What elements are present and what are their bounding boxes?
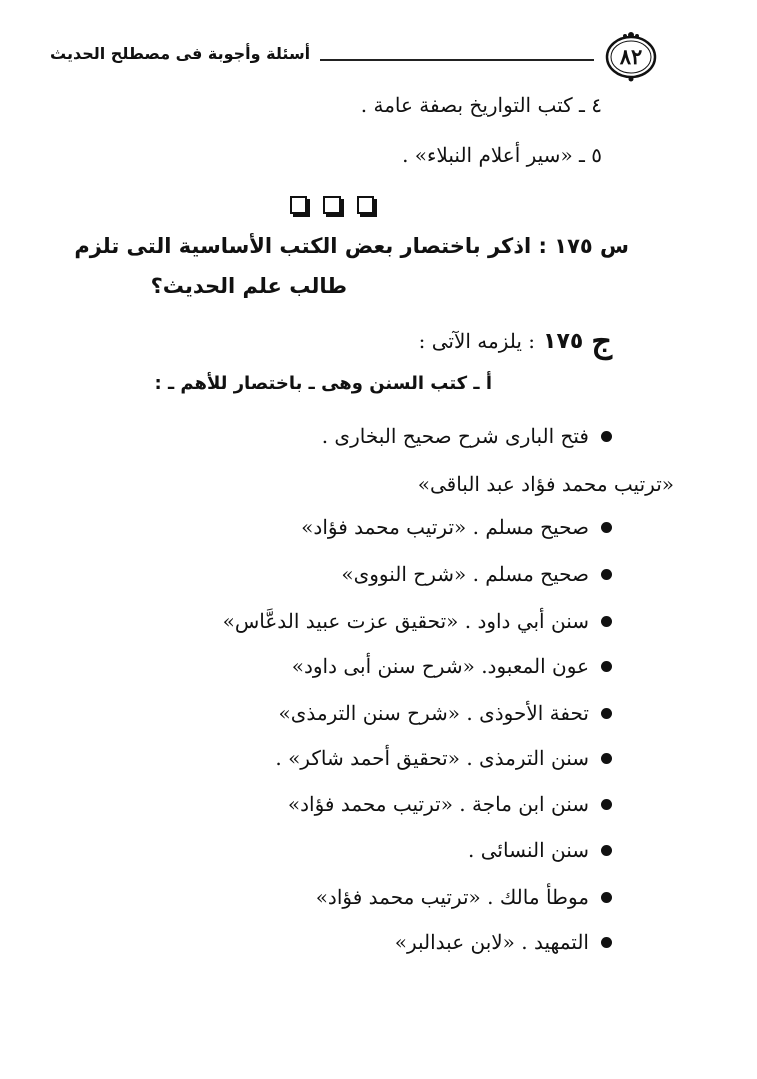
list-item xyxy=(322,424,612,448)
book-title: تحفة الأحوذى . «شرح سنن الترمذى» xyxy=(278,701,589,725)
list-item xyxy=(301,515,612,539)
square-ornament-icon xyxy=(290,196,307,214)
page-number-badge xyxy=(602,30,660,82)
list-item xyxy=(223,609,612,633)
question-line-2: طالب علم الحديث؟ xyxy=(150,274,347,298)
list-item xyxy=(275,746,612,770)
page-header xyxy=(50,30,660,90)
book-title: صحيح مسلم . «ترتيب محمد فؤاد» xyxy=(301,515,589,539)
section-heading: أ ـ كتب السنن وهى ـ باختصار للأهم ـ : xyxy=(154,373,492,394)
bullet-icon xyxy=(601,569,612,580)
list-item xyxy=(468,838,612,862)
answer-mark: ج xyxy=(591,322,612,360)
header-rule xyxy=(320,59,594,61)
square-ornament-icon xyxy=(357,196,374,214)
bullet-icon xyxy=(601,937,612,948)
list-item: ٤ ـ كتب التواريخ بصفة عامة . xyxy=(360,93,602,117)
list-item xyxy=(341,562,612,586)
page-number: ٨٢ xyxy=(619,43,643,69)
bullet-icon xyxy=(601,616,612,627)
list-item xyxy=(292,654,612,678)
book-title: فتح البارى شرح صحيح البخارى . xyxy=(321,424,589,448)
list-item xyxy=(279,701,612,725)
bullet-icon xyxy=(601,431,612,442)
book-title: سنن الترمذى . «تحقيق أحمد شاكر» . xyxy=(275,746,589,770)
section-separator xyxy=(290,196,374,214)
list-item xyxy=(395,930,612,954)
book-title: موطأ مالك . «ترتيب محمد فؤاد» xyxy=(315,885,589,909)
book-title: سنن ابن ماجة . «ترتيب محمد فؤاد» xyxy=(287,792,589,816)
question-line-1: س ١٧٥ : اذكر باختصار بعض الكتب الأساسية التى تلزم xyxy=(74,234,629,258)
square-ornament-icon xyxy=(323,196,340,214)
book-title: سنن النسائى . xyxy=(468,838,589,862)
book-title: عون المعبود. «شرح سنن أبى داود» xyxy=(291,654,589,678)
book-title: التمهيد . «لابن عبدالبر» xyxy=(394,930,589,954)
bullet-icon xyxy=(601,661,612,672)
list-item xyxy=(316,885,612,909)
answer-line xyxy=(419,322,612,360)
book-title: سنن أبي داود . «تحقيق عزت عبيد الدعَّاس» xyxy=(222,609,589,633)
bullet-icon xyxy=(601,753,612,764)
book-title: صحيح مسلم . «شرح النووى» xyxy=(341,562,589,586)
bullet-icon xyxy=(601,522,612,533)
answer-number: ١٧٥ xyxy=(543,328,584,354)
list-item xyxy=(288,792,612,816)
book-note: «ترتيب محمد فؤاد عبد الباقى» xyxy=(417,472,674,496)
list-item: ٥ ـ «سير أعلام النبلاء» . xyxy=(402,143,602,167)
bullet-icon xyxy=(601,845,612,856)
bullet-icon xyxy=(601,708,612,719)
running-title: أسئلة وأجوبة فى مصطلح الحديث xyxy=(50,44,311,63)
bullet-icon xyxy=(601,892,612,903)
answer-intro: : يلزمه الآتى : xyxy=(418,329,536,353)
bullet-icon xyxy=(601,799,612,810)
